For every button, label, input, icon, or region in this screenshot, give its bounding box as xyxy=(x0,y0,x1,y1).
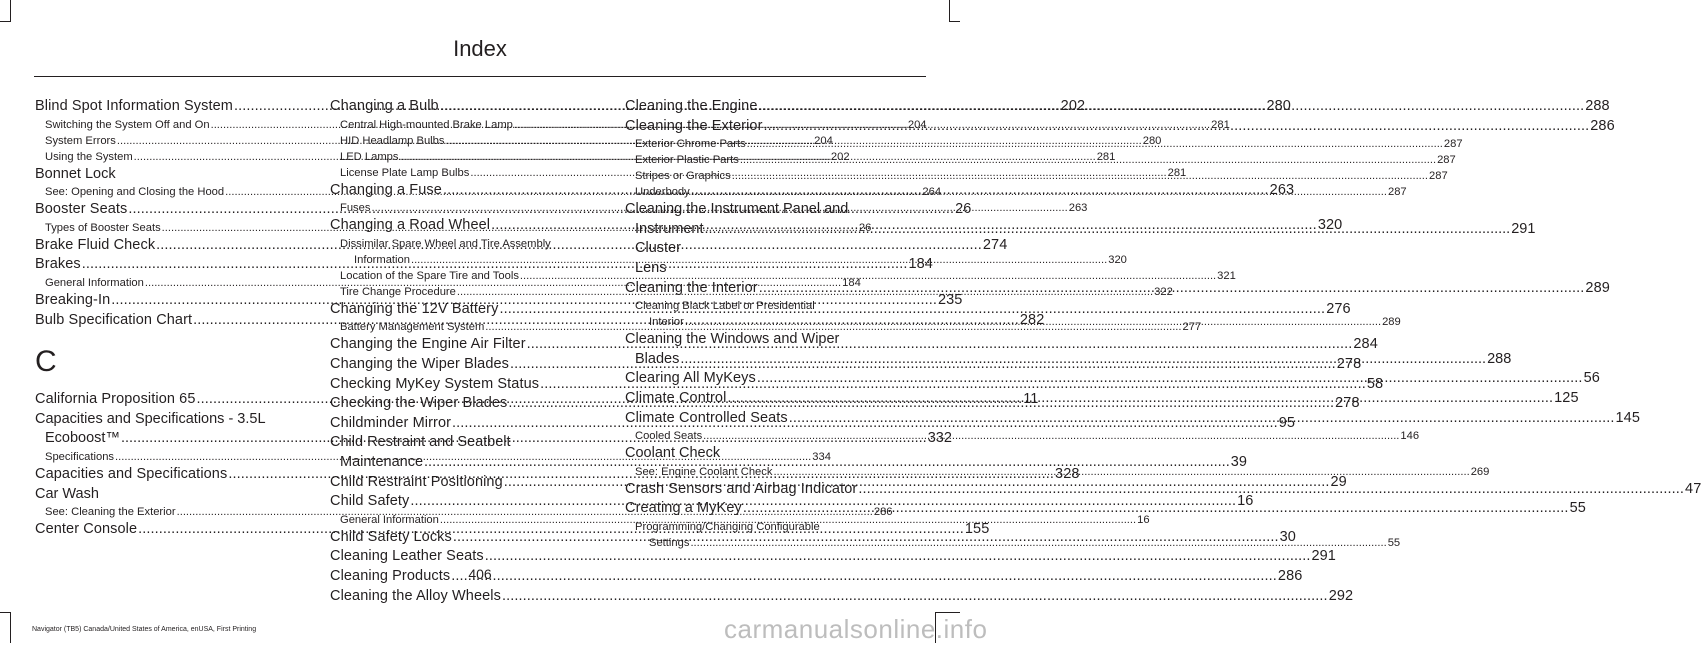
entry-label: General Information xyxy=(45,276,144,289)
entry-label: Information xyxy=(354,253,410,266)
entry-label: Switching the System Off and On xyxy=(45,118,210,131)
entry-label: System Errors xyxy=(45,134,116,147)
dot-leader xyxy=(789,409,1615,429)
entry-page-number: 281 xyxy=(1096,150,1116,163)
entry-page-number: 276 xyxy=(1326,300,1351,317)
dot-leader xyxy=(740,152,1436,168)
entry-page-number: 292 xyxy=(1328,587,1354,604)
entry-page-number: 264 xyxy=(922,186,942,199)
entry-label: See: Cleaning the Exterior xyxy=(45,506,176,519)
entry-label: Checking MyKey System Status xyxy=(330,375,540,392)
entry-page-number: 11 xyxy=(1023,391,1039,408)
entry-label: Capacities and Specifications xyxy=(35,465,228,482)
entry-label: Brakes xyxy=(35,256,81,273)
entry-page-number: 278 xyxy=(1336,355,1362,372)
dot-leader xyxy=(858,480,1684,500)
entry-page-number: 55 xyxy=(1569,500,1586,517)
entry-page-number: 184 xyxy=(842,276,861,289)
entry-label: Center Console xyxy=(35,521,138,538)
entry-label: Blind Spot Information System xyxy=(35,98,233,114)
entry-label: See: Opening and Closing the Hood xyxy=(45,186,225,199)
page-number: 406 xyxy=(468,566,492,582)
entry-page-number: 291 xyxy=(1311,548,1336,565)
crop-mark-bottom-left-h xyxy=(0,612,11,613)
entry-label: Child Restraint Positioning xyxy=(330,473,503,490)
dot-leader xyxy=(502,587,1328,607)
entry-page-number: 263 xyxy=(1269,181,1295,198)
entry-page-number: 29 xyxy=(1330,473,1347,490)
dot-leader xyxy=(690,535,1386,551)
entry-page-number: 289 xyxy=(1585,279,1610,296)
entry-page-number: 30 xyxy=(1279,528,1296,545)
entry-label: Types of Booster Seats xyxy=(45,221,161,234)
entry-page-number: 55 xyxy=(1387,536,1401,549)
entry-label: Fuses xyxy=(340,202,371,215)
entry-page-number: 204 xyxy=(814,134,833,147)
entry-label: See: Engine Coolant Check xyxy=(635,465,773,478)
entry-page-number: 95 xyxy=(1278,414,1296,431)
entry-page-number: 204 xyxy=(907,118,927,131)
entry-page-number: 56 xyxy=(1583,370,1600,387)
dot-leader xyxy=(757,369,1583,389)
entry-page-number: 26 xyxy=(858,221,872,234)
entry-page-number: 146 xyxy=(1400,430,1420,443)
entry-label: Instrument Cluster Lens xyxy=(635,220,704,276)
entry-label: Crash Sensors and Airbag Indicator xyxy=(625,480,858,497)
entry-label: Changing the 12V Battery xyxy=(330,300,499,317)
crop-mark-top-left-v xyxy=(10,0,11,22)
entry-page-number: 47 xyxy=(1685,480,1701,497)
entry-label: Changing the Wiper Blades xyxy=(330,355,510,372)
dot-leader xyxy=(759,97,1585,117)
index-entry-heading: Cleaning the Instrument Panel and xyxy=(625,201,849,218)
entry-label: HID Headlamp Bulbs xyxy=(340,134,445,147)
title-rule xyxy=(34,76,926,77)
dot-leader xyxy=(685,314,1381,330)
entry-label: Changing the Engine Air Filter xyxy=(330,336,526,353)
entry-label: General Information xyxy=(340,513,439,526)
entry-page-number: 280 xyxy=(1142,134,1162,147)
entry-label: Breaking-In xyxy=(35,291,111,308)
entry-label: Brake Fluid Check xyxy=(35,236,156,253)
entry-label: Child Safety xyxy=(330,493,410,510)
entry-page-number: 277 xyxy=(1182,321,1202,334)
entry-label: Changing a Fuse xyxy=(330,181,442,198)
index-subentry-heading: Cleaning Black Label or Presidential xyxy=(635,300,815,313)
entry-page-number: 202 xyxy=(830,150,850,163)
dot-leader xyxy=(764,117,1590,137)
entry-label: Booster Seats xyxy=(35,201,128,218)
entry-page-number: 328 xyxy=(1055,465,1080,482)
entry-label: Battery Management System xyxy=(340,321,485,334)
entry-label: Cleaning the Interior xyxy=(625,279,758,296)
entry-page-number: 286 xyxy=(1277,567,1303,584)
entry-page-number: 286 xyxy=(1590,117,1615,134)
dot-leader xyxy=(743,499,1569,519)
entry-label: Specifications xyxy=(45,450,115,463)
entry-label: Clearing All MyKeys xyxy=(625,370,756,387)
entry-label: Creating a MyKey xyxy=(625,500,742,517)
entry-label: California Proposition 65 xyxy=(35,391,196,408)
entry-label: Maintenance xyxy=(340,453,424,470)
entry-page-number: 281 xyxy=(1211,118,1230,131)
dot-leader xyxy=(691,184,1387,200)
entry-page-number: 288 xyxy=(1585,98,1610,114)
entry-label: Climate Controlled Seats xyxy=(625,409,788,426)
index-entry[interactable] xyxy=(330,355,1362,375)
index-entry[interactable] xyxy=(330,547,1336,567)
entry-page-number: 16 xyxy=(1237,493,1254,510)
entry-page-number: 155 xyxy=(964,521,990,538)
index-entry-heading: Car Wash xyxy=(35,485,99,502)
entry-page-number: 334 xyxy=(812,450,831,463)
entry-label: Exterior Chrome Parts xyxy=(635,138,746,151)
entry-page-number: 145 xyxy=(1615,409,1640,426)
index-entry-heading: Bonnet Lock xyxy=(35,165,116,182)
entry-label: Settings xyxy=(649,536,690,549)
entry-page-number: 289 xyxy=(1382,316,1401,329)
entry-page-number: 26 xyxy=(955,201,972,218)
entry-label: Cleaning the Engine xyxy=(625,98,758,114)
entry-label: Bulb Specification Chart xyxy=(35,311,193,328)
dot-leader xyxy=(773,464,1469,480)
dot-leader xyxy=(747,136,1443,152)
entry-label: Cleaning Leather Seats xyxy=(330,548,484,565)
entry-page-number: 287 xyxy=(1443,138,1463,151)
entry-page-number: 284 xyxy=(1353,336,1378,353)
entry-page-number: 125 xyxy=(1554,389,1579,406)
entry-page-number: 282 xyxy=(1019,311,1045,328)
index-entry-heading: Child Restraint and Seatbelt xyxy=(330,434,511,451)
entry-page-number: 39 xyxy=(1230,453,1247,470)
entry-label: Central High-mounted Brake Lamp xyxy=(340,118,513,131)
dot-leader xyxy=(680,350,1486,370)
crop-mark-top-right-v xyxy=(949,0,950,22)
entry-label: Ecoboost™ xyxy=(45,430,120,447)
crop-mark-bottom-left-v xyxy=(10,612,11,643)
index-entry-heading: Coolant Check xyxy=(625,445,721,462)
entry-page-number: 321 xyxy=(1217,269,1236,282)
dot-leader xyxy=(727,389,1553,409)
entry-label: Stripes or Graphics xyxy=(635,170,731,183)
entry-page-number: 274 xyxy=(982,236,1008,253)
entry-page-number: 320 xyxy=(1317,217,1343,234)
entry-page-number: 288 xyxy=(1487,350,1512,367)
entry-label: Underbody xyxy=(635,186,690,199)
index-subentry-heading: Dissimilar Spare Wheel and Tire Assembly xyxy=(340,237,551,250)
entry-page-number: 269 xyxy=(1470,465,1490,478)
entry-label: Cleaning the Alloy Wheels xyxy=(330,587,501,604)
crop-mark-top-right-h xyxy=(949,21,960,22)
entry-label: Climate Control xyxy=(625,389,727,406)
entry-label: Childminder Mirror xyxy=(330,414,452,431)
entry-label: Cooled Seats xyxy=(635,430,703,443)
entry-page-number: 281 xyxy=(1167,166,1187,179)
entry-label: Changing a Bulb xyxy=(330,98,439,114)
print-footer: Navigator (TB5) Canada/United States of America, enUSA, First Printing xyxy=(32,626,257,633)
entry-label: Location of the Spare Tire and Tools xyxy=(340,269,519,282)
entry-label: Using the System xyxy=(45,150,133,163)
index-entry-heading: Cleaning the Windows and Wiper xyxy=(625,331,840,348)
entry-page-number: 322 xyxy=(1154,285,1173,298)
entry-label: Cleaning the Exterior xyxy=(625,117,763,134)
entry-page-number: 184 xyxy=(908,256,933,273)
entry-page-number: 58 xyxy=(1366,375,1384,392)
entry-label: Interior xyxy=(649,316,684,329)
entry-page-number: 202 xyxy=(1060,98,1086,114)
dot-leader xyxy=(703,428,1399,444)
entry-label: Blades xyxy=(635,350,680,367)
entry-page-number: 263 xyxy=(1068,202,1088,215)
index-letter-heading: C xyxy=(35,345,57,379)
entry-page-number: 235 xyxy=(937,291,963,308)
entry-page-number: 280 xyxy=(1266,98,1291,114)
entry-label: Exterior Plastic Parts xyxy=(635,154,739,167)
entry-page-number: 332 xyxy=(927,430,952,447)
entry-page-number: 287 xyxy=(1437,154,1456,167)
dot-leader xyxy=(732,168,1428,184)
entry-label: License Plate Lamp Bulbs xyxy=(340,166,470,179)
entry-page-number: 291 xyxy=(1511,220,1536,237)
entry-page-number: 287 xyxy=(1429,170,1448,183)
index-subentry-heading: Programming/Changing Configurable xyxy=(635,520,820,533)
index-entry[interactable] xyxy=(330,587,1354,607)
entry-page-number: 287 xyxy=(1387,186,1407,199)
entry-label: Child Safety Locks xyxy=(330,528,452,545)
crop-mark-top-left-h xyxy=(0,21,11,22)
entry-page-number: 278 xyxy=(1335,395,1360,412)
entry-page-number: 320 xyxy=(1108,253,1127,266)
index-entry-heading: Capacities and Specifications - 3.5L xyxy=(35,410,266,427)
entry-page-number: 286 xyxy=(873,506,893,519)
page-title: Index xyxy=(453,36,507,61)
entry-label: Tire Change Procedure xyxy=(340,285,456,298)
entry-label: Changing a Road Wheel xyxy=(330,217,491,234)
dot-leader xyxy=(759,279,1585,299)
crop-mark-bottom-right-h xyxy=(935,612,960,613)
entry-page-number: 16 xyxy=(1137,513,1150,526)
entry-label: Cleaning Products xyxy=(330,567,451,584)
watermark-text: carmanualsonline.info xyxy=(724,614,988,644)
entry-label: Checking the Wiper Blades xyxy=(330,395,508,412)
entry-label: LED Lamps xyxy=(340,150,399,163)
dot-leader xyxy=(705,220,1511,240)
